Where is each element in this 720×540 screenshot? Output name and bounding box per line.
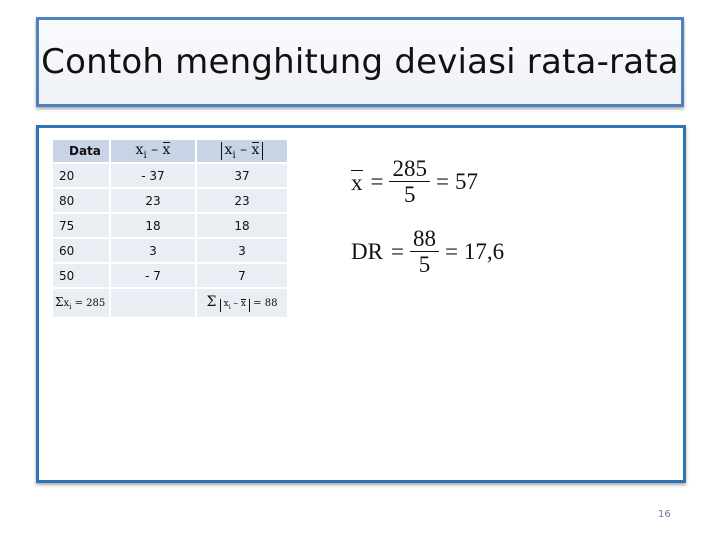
deviation-expression: $x_i$ – x [135,141,171,161]
sum-empty-cell [111,289,195,317]
dr-fraction [410,226,439,278]
table-row [53,214,287,237]
sum-abs-expression: Σ $x_i - x = 88$ [206,294,278,312]
cell-abs-deviation: 37 [197,164,287,187]
title-box [36,17,684,107]
sum-data-expression: $\Sigma x_i = 285$ [55,295,106,311]
dr-result: 17,6 [463,238,505,264]
cell-data: 75 [53,214,109,237]
sum-data-cell [53,289,109,317]
equals-sign: = [370,168,384,194]
data-table [51,138,289,319]
table-row [53,239,287,262]
cell-abs-deviation: 23 [197,189,287,212]
content-box [36,125,686,483]
header-deviation [111,140,195,162]
cell-deviation: 18 [111,214,195,237]
cell-deviation: 23 [111,189,195,212]
cell-abs-deviation: 3 [197,239,287,262]
equals-sign: = [435,168,449,194]
sum-abs-cell [197,289,287,317]
cell-data: 50 [53,264,109,287]
cell-abs-deviation: 7 [197,264,287,287]
dr-symbol: DR [351,238,383,264]
table-header-row [53,140,287,162]
table-row [53,164,287,187]
cell-data: 80 [53,189,109,212]
dr-formula [351,226,504,278]
header-abs-deviation [197,140,287,162]
page-number: 16 [658,509,671,520]
page-title: Contoh menghitung deviasi rata-rata [41,42,679,82]
cell-deviation: 3 [111,239,195,262]
fraction-denominator: 5 [418,252,431,278]
table-row [53,189,287,212]
cell-data: 60 [53,239,109,262]
cell-abs-deviation: 18 [197,214,287,237]
fraction-numerator: 285 [389,156,430,182]
abs-deviation-expression: $x_i$ – x [221,142,264,161]
fraction-numerator: 88 [410,226,439,252]
fraction-denominator: 5 [403,182,416,208]
cell-data: 20 [53,164,109,187]
cell-deviation: - 7 [111,264,195,287]
mean-formula [351,156,478,208]
mean-result: 57 [454,168,478,194]
table-sum-row [53,289,287,317]
table-row [53,264,287,287]
mean-fraction [389,156,430,208]
header-data: Data [53,140,109,162]
cell-deviation: - 37 [111,164,195,187]
equals-sign: = [444,238,458,264]
mean-symbol: x [351,169,363,195]
equals-sign: = [390,238,404,264]
